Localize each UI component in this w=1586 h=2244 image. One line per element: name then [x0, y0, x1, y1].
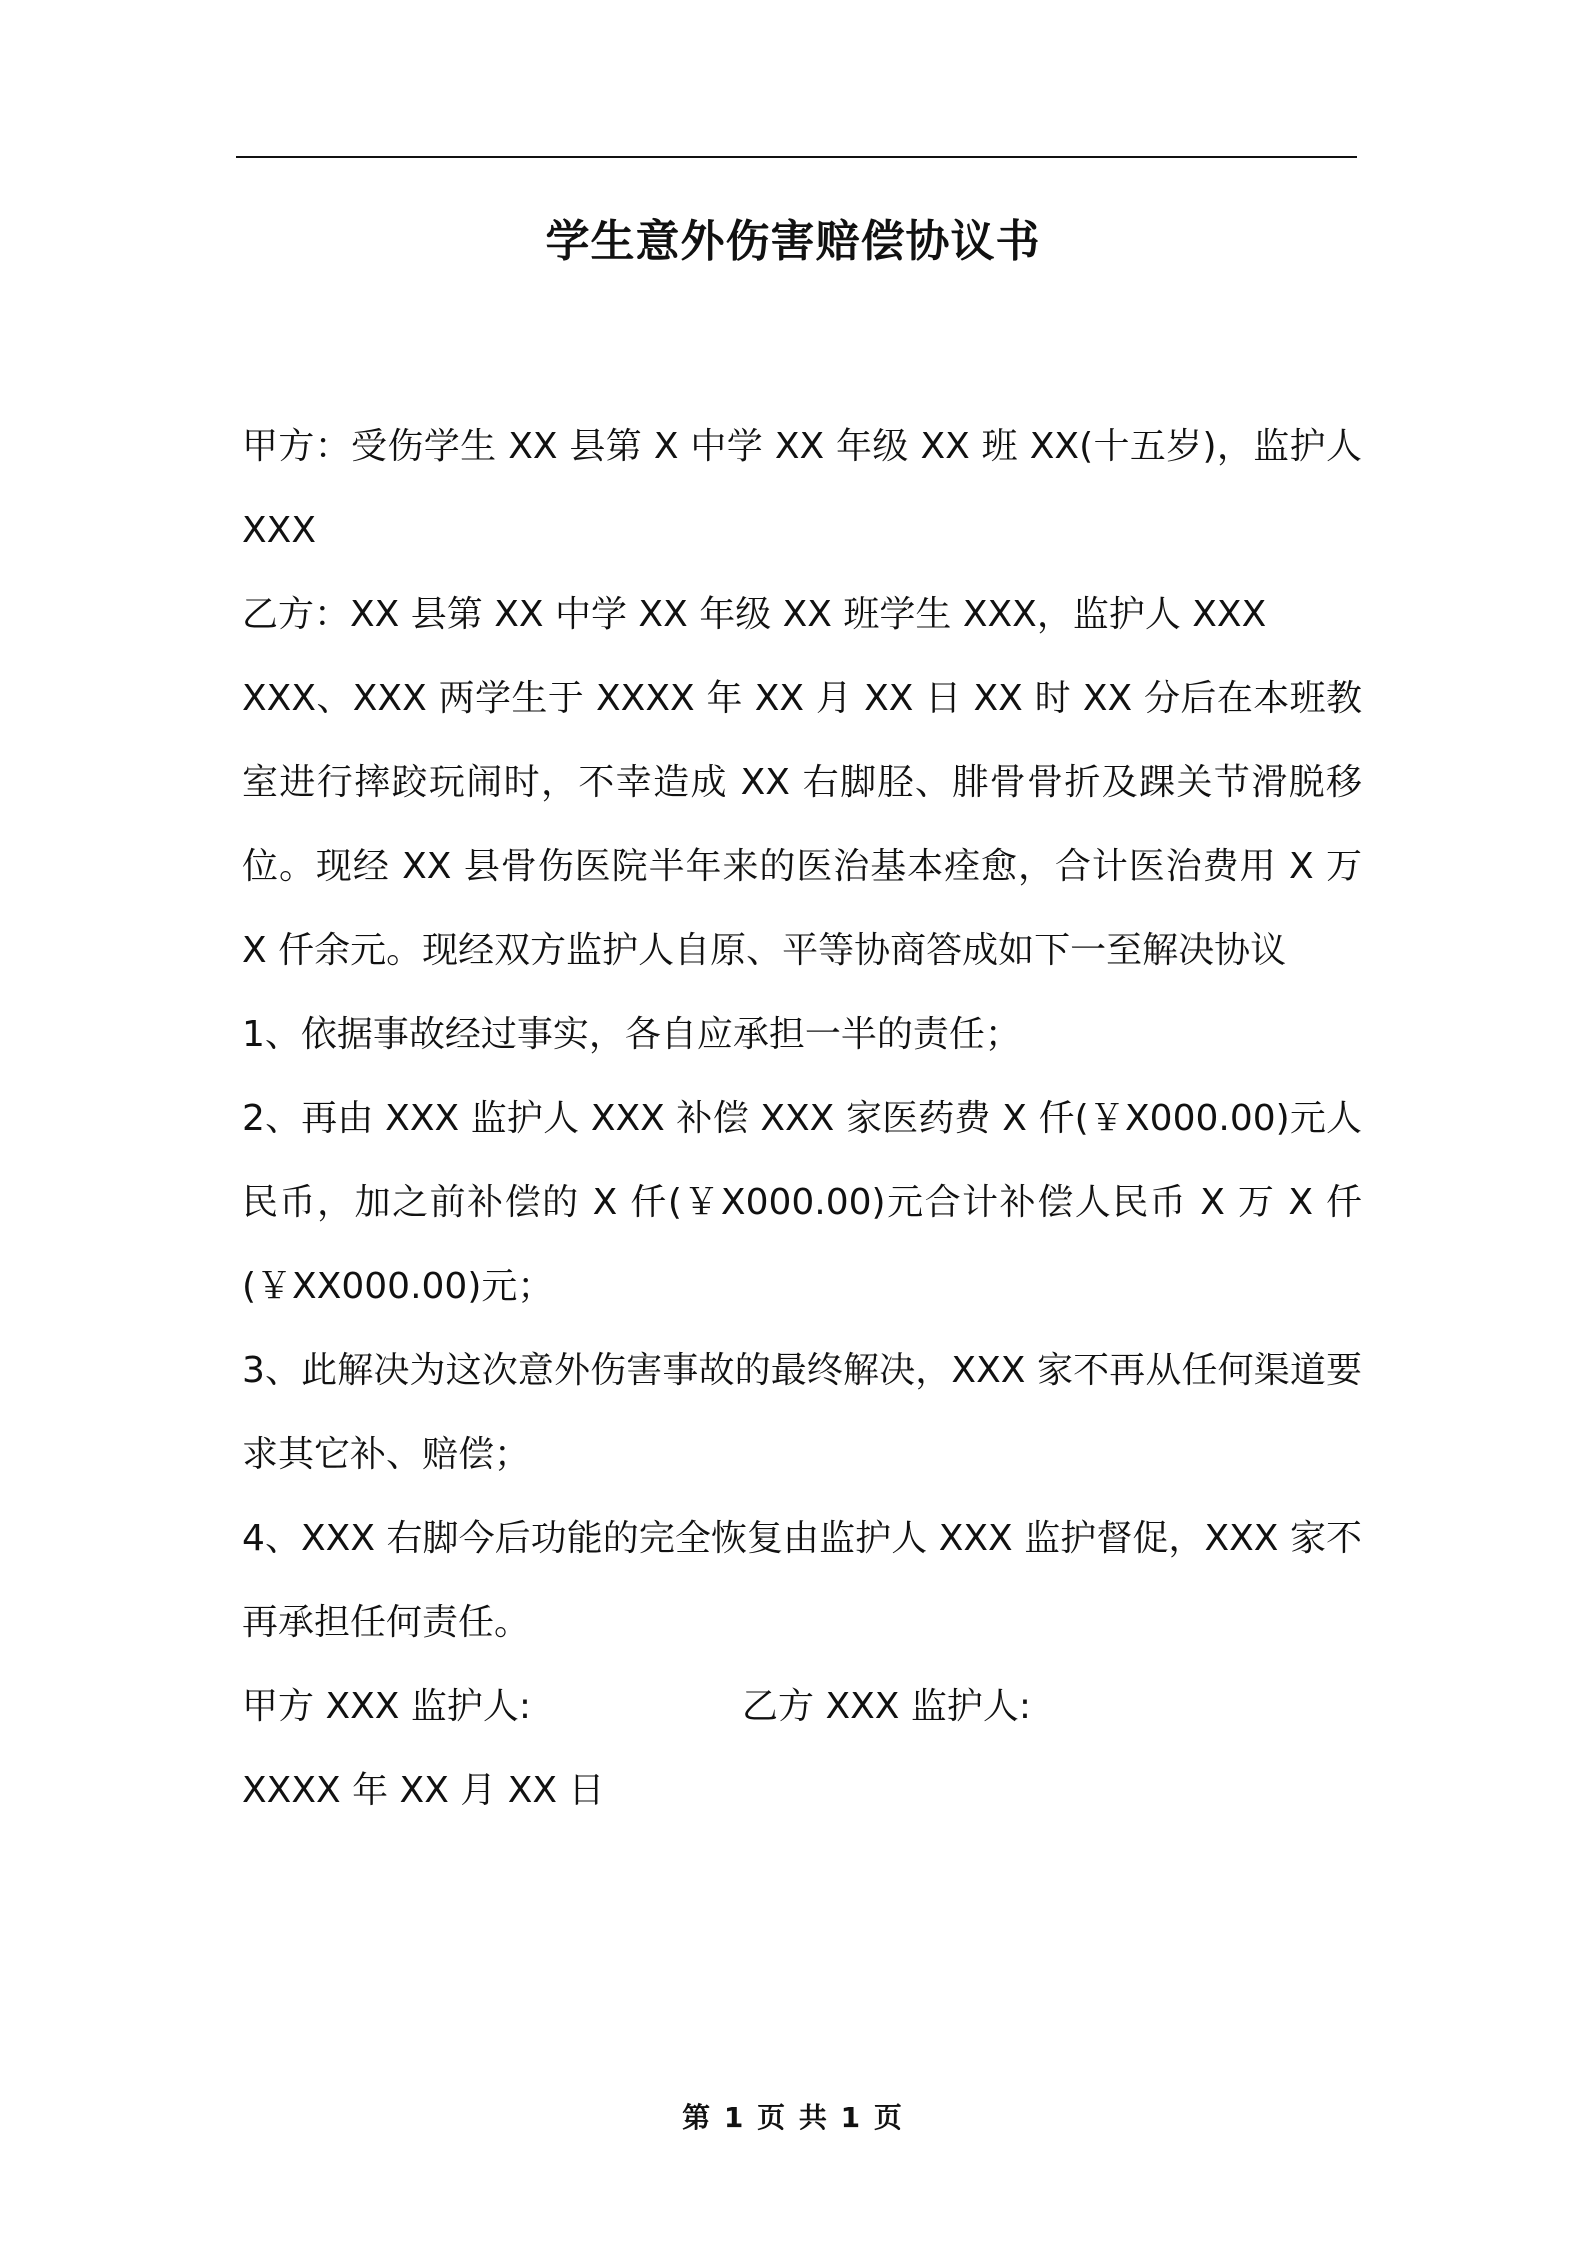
clause-4: 4、XXX 右脚今后功能的完全恢复由监护人 XXX 监护督促，XXX 家不再承担任何责任。: [242, 1518, 1362, 1643]
page-number: 第 1 页 共 1 页: [682, 2101, 904, 2134]
document-title: 学生意外伤害赔偿协议书: [545, 216, 1041, 267]
party-b-paragraph: 乙方：XX 县第 XX 中学 XX 年级 XX 班学生 XXX，监护人 XXX: [242, 594, 1267, 635]
clause-2: 2、再由 XXX 监护人 XXX 补偿 XXX 家医药费 X 仟(￥X000.00)元人民币，加之前补偿的 X 仟(￥X000.00)元合计补偿人民币 X 万 X 仟(￥XX000.00)元；: [242, 1098, 1362, 1307]
signing-date: XXXX 年 XX 月 XX 日: [242, 1770, 605, 1811]
clause-3: 3、此解决为这次意外伤害事故的最终解决，XXX 家不再从任何渠道要求其它补、赔偿；: [242, 1350, 1362, 1475]
incident-paragraph: XXX、XXX 两学生于 XXXX 年 XX 月 XX 日 XX 时 XX 分后在本班教室进行摔跤玩闹时，不幸造成 XX 右脚胫、腓骨骨折及踝关节滑脱移位。现经 XX 县骨伤医院半年来的医治基本痊愈，合计医治费用 X 万 X 仟余元。现经双方监护人自原、平等协商答成如下一至解决协议: [242, 678, 1362, 971]
party-a-signature: 甲方 XXX 监护人:: [242, 1686, 532, 1727]
clause-1: 1、依据事故经过事实，各自应承担一半的责任；: [242, 1014, 1021, 1055]
document-body: [242, 405, 1362, 1833]
signature-row: [242, 1665, 1362, 1749]
party-a-paragraph: 甲方：受伤学生 XX 县第 X 中学 XX 年级 XX 班 XX(十五岁)，监护人 XXX: [242, 426, 1362, 551]
header-rule: [236, 156, 1357, 158]
party-b-signature: 乙方 XXX 监护人:: [742, 1686, 1032, 1727]
